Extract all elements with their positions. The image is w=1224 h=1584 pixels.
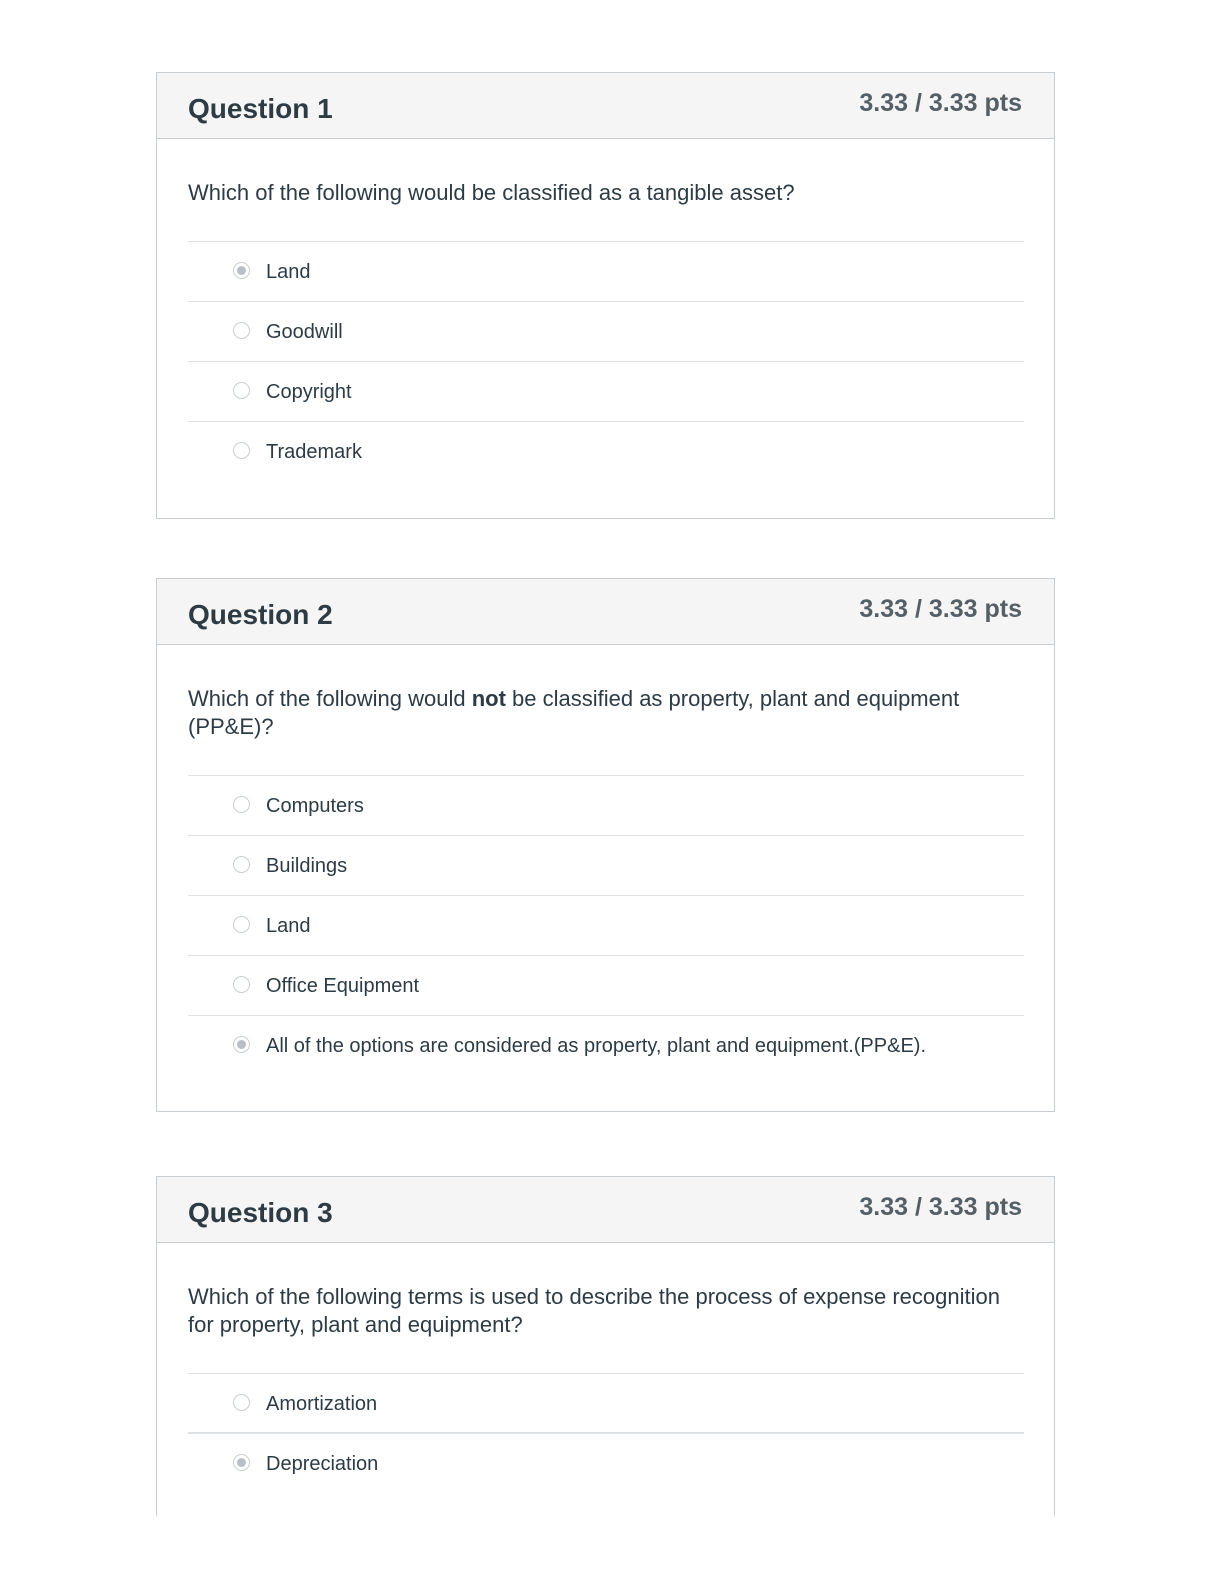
- question-title: Question 3: [188, 1197, 333, 1228]
- question-text-part: Which of the following terms is used to describe the process of expense recognition for property, plant and equipment?: [188, 1284, 1000, 1337]
- question-header: [157, 73, 1054, 139]
- question-text: [188, 139, 1024, 242]
- question-card: [156, 1176, 1055, 1516]
- answer-label: Copyright: [266, 381, 352, 403]
- answer-option[interactable]: [188, 1374, 1024, 1434]
- answer-list: [188, 242, 1024, 482]
- radio-button[interactable]: [233, 916, 250, 933]
- question-text-part: Which of the following would: [188, 686, 472, 711]
- question-text-part: Which of the following would be classified as a tangible asset?: [188, 180, 795, 205]
- question-header: [157, 579, 1054, 645]
- answer-option[interactable]: [188, 776, 1024, 836]
- answer-option[interactable]: [188, 422, 1024, 482]
- question-card: [156, 578, 1055, 1112]
- answer-label: Land: [266, 261, 311, 283]
- radio-button[interactable]: [233, 442, 250, 459]
- answer-label: Goodwill: [266, 321, 343, 343]
- radio-button[interactable]: [233, 796, 250, 813]
- answer-label: Buildings: [266, 855, 348, 877]
- answer-option[interactable]: [188, 242, 1024, 302]
- answer-option[interactable]: [188, 956, 1024, 1016]
- question-header: [157, 1177, 1054, 1243]
- question-text-part: be classified as property, plant and equipment (PP&E)?: [188, 686, 960, 739]
- question-title: Question 2: [188, 599, 333, 630]
- answer-label: All of the options are considered as property, plant and equipment.(PP&E).: [266, 1035, 927, 1057]
- question-points: 3.33 / 3.33 pts: [859, 595, 1022, 623]
- radio-button[interactable]: [233, 976, 250, 993]
- question-points: 3.33 / 3.33 pts: [859, 89, 1022, 117]
- radio-button[interactable]: [233, 382, 250, 399]
- question-text: [188, 645, 1024, 776]
- answer-label: Depreciation: [266, 1453, 379, 1475]
- answer-label: Amortization: [266, 1393, 378, 1415]
- question-points: 3.33 / 3.33 pts: [859, 1193, 1022, 1221]
- answer-list: [188, 776, 1024, 1076]
- answer-option[interactable]: [188, 896, 1024, 956]
- question-text-emphasis: not: [471, 686, 506, 711]
- answer-option[interactable]: [188, 1016, 1024, 1076]
- answer-list: [188, 1374, 1024, 1494]
- answer-option[interactable]: [188, 362, 1024, 422]
- answer-option[interactable]: [188, 302, 1024, 362]
- answer-label: Office Equipment: [266, 975, 420, 997]
- radio-button-selected[interactable]: [233, 1454, 250, 1471]
- question-card: [156, 72, 1055, 519]
- radio-button[interactable]: [233, 1394, 250, 1411]
- radio-button[interactable]: [233, 856, 250, 873]
- question-title: Question 1: [188, 93, 333, 124]
- radio-button-selected[interactable]: [233, 262, 250, 279]
- answer-option[interactable]: [188, 1434, 1024, 1494]
- answer-option[interactable]: [188, 836, 1024, 896]
- answer-label: Trademark: [266, 441, 362, 463]
- radio-button[interactable]: [233, 322, 250, 339]
- answer-label: Computers: [266, 795, 364, 817]
- radio-button-selected[interactable]: [233, 1036, 250, 1053]
- answer-label: Land: [266, 915, 311, 937]
- question-text: [188, 1243, 1024, 1374]
